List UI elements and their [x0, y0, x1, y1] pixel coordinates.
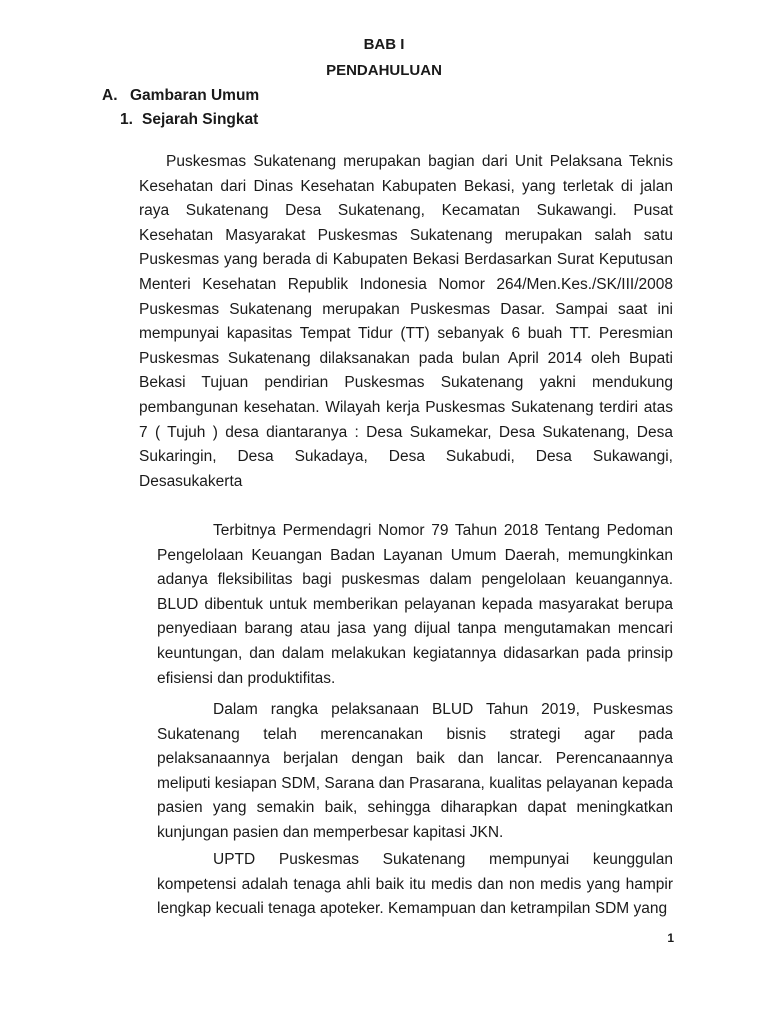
subsection-heading	[120, 111, 258, 129]
body-paragraph: UPTD Puskesmas Sukatenang mempunyai keunggulan kompetensi adalah tenaga ahli baik itu medis dan non medis yang hampir lengkap kecuali tenaga apoteker. Kemampuan dan ketrampilan SDM yang	[157, 851, 673, 918]
subsection-marker: 1.	[120, 111, 133, 128]
chapter-title: PENDAHULUAN	[326, 62, 442, 79]
body-paragraph: Terbitnya Permendagri Nomor 79 Tahun 2018 Tentang Pedoman Pengelolaan Keuangan Badan Layanan Umum Daerah, memungkinkan adanya fleksibilitas bagi puskesmas dalam pengelolaan keuangannya. BLUD dibentuk untuk memberikan pelayanan kepada masyarakat berupa penyediaan barang atau jasa yang dijual tanpa mengutamakan mencari keuntungan, dan dalam melakukan kegiatannya didasarkan pada prinsip efisiensi dan produktifitas.	[157, 522, 673, 687]
section-marker: A.	[102, 87, 118, 104]
section-heading	[102, 87, 259, 105]
body-paragraph: Dalam rangka pelaksanaan BLUD Tahun 2019, Puskesmas Sukatenang telah merencanakan bisnis strategi agar pada pelaksanaannya berjalan dengan baik dan lancar. Perencanaannya meliputi kesiapan SDM, Sarana dan Prasarana, kualitas pelayanan kepada pasien yang semakin baik, sehingga diharapkan dapat meningkatkan kunjungan pasien dan memperbesar kapitasi JKN.	[157, 701, 673, 841]
section-title: Gambaran Umum	[130, 87, 260, 104]
page-number: 1	[667, 931, 674, 945]
body-paragraph: Puskesmas Sukatenang merupakan bagian dari Unit Pelaksana Teknis Kesehatan dari Dinas Kesehatan Kabupaten Bekasi, yang terletak di jalan raya Sukatenang Desa Sukatenang, Kecamatan Sukawangi. Pusat Kesehatan Masyarakat Puskesmas Sukatenang merupakan salah satu Puskesmas yang berada di Kabupaten Bekasi Berdasarkan Surat Keputusan Menteri Kesehatan Republik Indonesia Nomor 264/Men.Kes./SK/III/2008 Puskesmas Sukatenang merupakan Puskesmas Dasar. Sampai saat ini mempunyai kapasitas Tempat Tidur (TT) sebanyak 6 buah TT. Peresmian Puskesmas Sukatenang dilaksanakan pada bulan April 2014 oleh Bupati Bekasi Tujuan pendirian Puskesmas Sukatenang yakni mendukung pembangunan kesehatan. Wilayah kerja Puskesmas Sukatenang terdiri atas 7 ( Tujuh ) desa diantaranya : Desa Sukamekar, Desa Sukatenang, Desa Sukaringin, Desa Sukadaya, Desa Sukabudi, Desa Sukawangi, Desasukakerta	[139, 153, 673, 490]
chapter-number: BAB I	[363, 36, 405, 53]
subsection-title: Sejarah Singkat	[142, 111, 259, 128]
